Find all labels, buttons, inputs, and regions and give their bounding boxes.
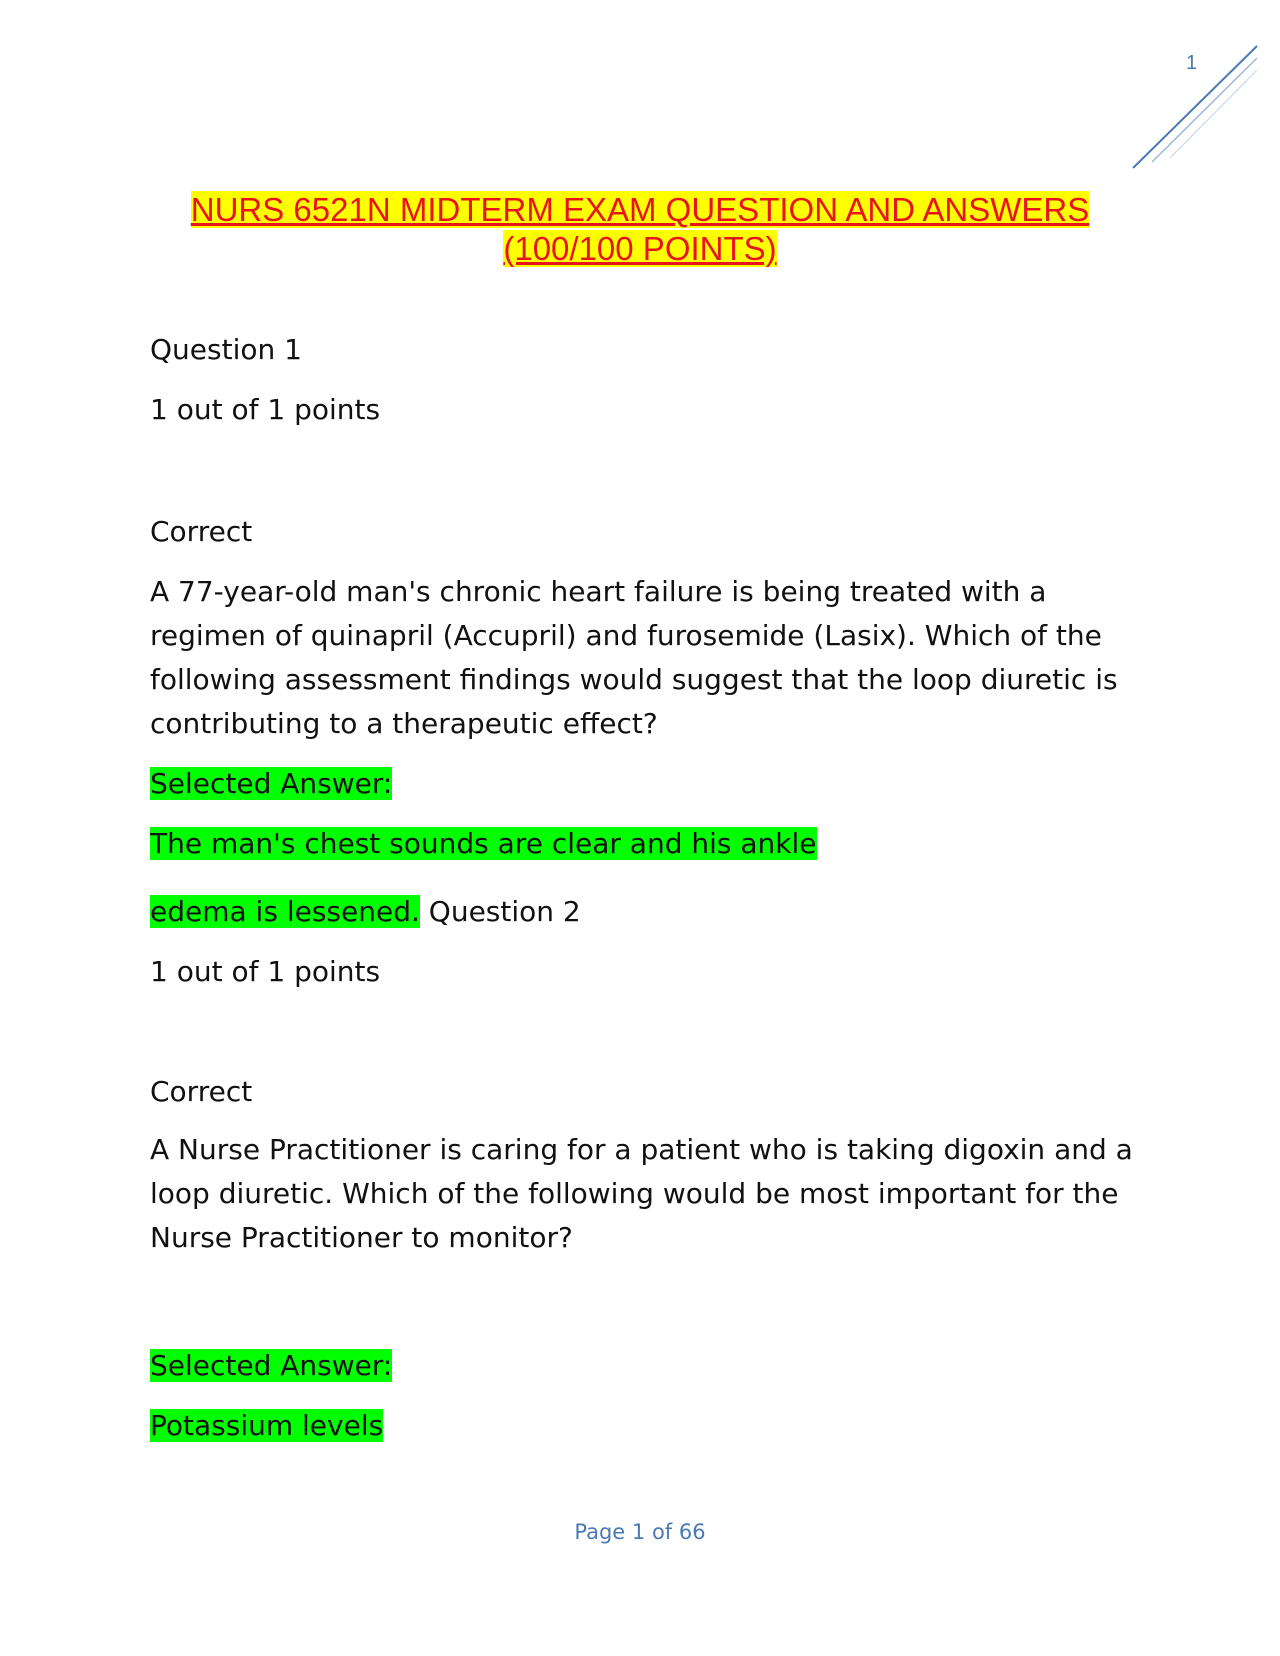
question-1-answer-line-2 [150, 890, 1150, 934]
selected-answer-text-continued: edema is lessened. [150, 895, 420, 928]
selected-answer-text: The man's chest sounds are clear and his ankle [150, 827, 817, 860]
question-2-selected-label [150, 1344, 1150, 1388]
question-2-points: 1 out of 1 points [150, 955, 381, 988]
document-title [120, 190, 1160, 268]
question-2-status: Correct [150, 1075, 253, 1108]
title-line-1: NURS 6521N MIDTERM EXAM QUESTION AND ANSWERS [190, 191, 1090, 228]
question-1-text: A 77-year-old man's chronic heart failure is being treated with a regimen of quinapril (Accupril) and furosemide (Lasix). Which of the following assessment findings would suggest that the loop diuretic is contributing to a therapeutic effect? [150, 575, 1118, 740]
question-1-status: Correct [150, 515, 253, 548]
page-number: 1 [1186, 52, 1198, 74]
title-line-2: (100/100 POINTS) [503, 230, 777, 267]
question-2-label: Question 2 [428, 895, 581, 928]
question-2-answer [150, 1404, 1150, 1448]
question-1-answer-line-1 [150, 822, 1150, 866]
selected-answer-label: Selected Answer: [150, 767, 393, 800]
question-1-label: Question 1 [150, 333, 302, 366]
corner-decoration [1130, 40, 1260, 180]
selected-answer-text: Potassium levels [150, 1409, 384, 1442]
selected-answer-label: Selected Answer: [150, 1349, 393, 1382]
page-footer: Page 1 of 66 [574, 1520, 706, 1544]
question-1-points: 1 out of 1 points [150, 393, 381, 426]
question-1-selected-label [150, 762, 1150, 806]
question-2-text: A Nurse Practitioner is caring for a patient who is taking digoxin and a loop diuretic. Which of the following would be most important for the Nurse Practitioner to monitor? [150, 1133, 1133, 1254]
